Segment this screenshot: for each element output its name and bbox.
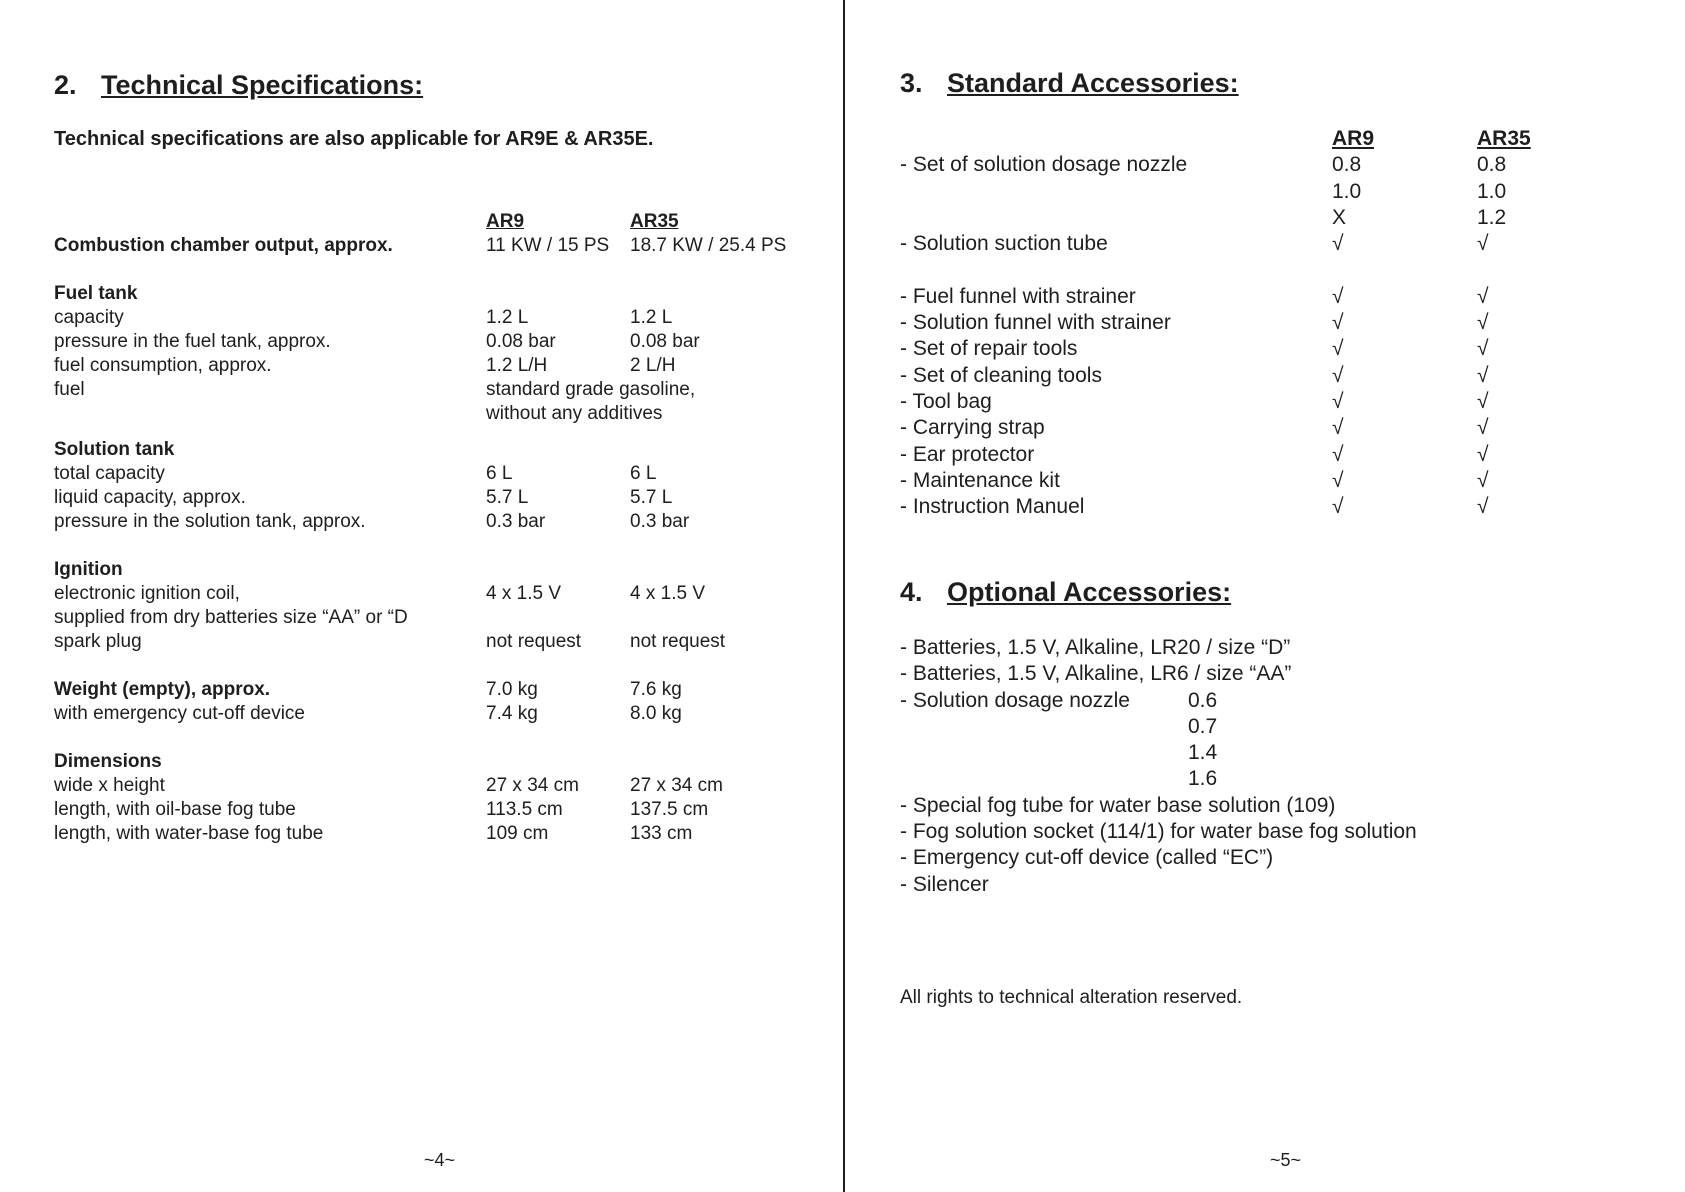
nozzle-size: 0.6 bbox=[1188, 688, 1218, 712]
check-mark-ar35: √ bbox=[1477, 416, 1489, 440]
column-header-ar35: AR35 bbox=[1477, 127, 1531, 150]
spec-label: length, with water-base fog tube bbox=[54, 823, 324, 844]
optional-accessories-list bbox=[900, 635, 1660, 898]
spec-value-ar35: 4 x 1.5 V bbox=[630, 583, 705, 604]
spec-row-weight bbox=[54, 678, 814, 702]
section-number: 3. bbox=[900, 68, 923, 98]
optional-item bbox=[900, 635, 1660, 661]
accessory-row bbox=[900, 336, 1660, 362]
spec-value-ar9: 5.7 L bbox=[486, 487, 529, 508]
nozzle-size: 1.4 bbox=[1188, 741, 1218, 765]
check-mark-ar9: √ bbox=[1332, 363, 1344, 387]
optional-item-nozzle bbox=[900, 688, 1660, 714]
spec-value-ar9: 27 x 34 cm bbox=[486, 775, 579, 796]
column-header-ar9: AR9 bbox=[1332, 127, 1375, 150]
spec-row-fuel bbox=[54, 378, 814, 402]
accessory-label: - Ear protector bbox=[900, 442, 1035, 466]
section-title: Technical Specifications: bbox=[101, 70, 424, 100]
spec-value-ar35: 7.6 kg bbox=[630, 679, 682, 700]
group-heading-label: Fuel tank bbox=[54, 283, 138, 304]
accessory-row-nozzle-cont bbox=[900, 179, 1660, 205]
spec-row-fuel-cont bbox=[54, 402, 814, 426]
spec-value-ar35: 5.7 L bbox=[630, 487, 673, 508]
check-mark-ar35: √ bbox=[1477, 363, 1489, 387]
spec-value-ar35: 133 cm bbox=[630, 823, 693, 844]
check-mark-ar9: √ bbox=[1332, 232, 1344, 256]
spec-label: length, with oil-base fog tube bbox=[54, 799, 296, 820]
spec-value-ar9: 1.2 L/H bbox=[486, 355, 548, 376]
accessory-label: - Fuel funnel with strainer bbox=[900, 284, 1136, 308]
section-number: 4. bbox=[900, 577, 923, 607]
check-mark-ar9: √ bbox=[1332, 495, 1344, 519]
spec-label: fuel bbox=[54, 379, 85, 400]
spec-label: pressure in the fuel tank, approx. bbox=[54, 331, 331, 352]
spec-row bbox=[54, 306, 814, 330]
accessory-row bbox=[900, 363, 1660, 389]
check-mark-ar35: √ bbox=[1477, 232, 1489, 256]
spec-value-ar35: 18.7 KW / 25.4 PS bbox=[630, 235, 787, 256]
spec-value-ar35: 0.3 bar bbox=[630, 511, 690, 532]
spec-row bbox=[54, 330, 814, 354]
check-mark-ar9: √ bbox=[1332, 442, 1344, 466]
accessory-value-ar35: 0.8 bbox=[1477, 153, 1507, 177]
group-heading-label: Ignition bbox=[54, 559, 123, 580]
spec-value-ar9: 0.3 bar bbox=[486, 511, 546, 532]
optional-item-label: - Emergency cut-off device (called “EC”) bbox=[900, 846, 1274, 870]
spec-label: capacity bbox=[54, 307, 124, 328]
optional-item-nozzle-cont bbox=[900, 766, 1660, 792]
spec-row-combustion bbox=[54, 234, 814, 258]
accessory-label: - Set of cleaning tools bbox=[900, 363, 1102, 387]
check-mark-ar35: √ bbox=[1477, 337, 1489, 361]
nozzle-size: 0.7 bbox=[1188, 714, 1218, 738]
spec-row bbox=[54, 774, 814, 798]
section-heading-standard-accessories bbox=[900, 68, 1239, 99]
spec-label: with emergency cut-off device bbox=[54, 703, 305, 724]
page-divider bbox=[843, 0, 845, 1192]
accessory-row-suction bbox=[900, 231, 1660, 257]
check-mark-ar9: √ bbox=[1332, 284, 1344, 308]
spec-value-ar35: 1.2 L bbox=[630, 307, 673, 328]
check-mark-ar9: √ bbox=[1332, 416, 1344, 440]
spec-row bbox=[54, 510, 814, 534]
spec-value-ar9: 7.4 kg bbox=[486, 703, 538, 724]
standard-accessories-table bbox=[900, 126, 1660, 520]
accessory-value-ar35: 1.0 bbox=[1477, 179, 1507, 203]
optional-item-label: - Fog solution socket (114/1) for water base fog solution bbox=[900, 820, 1417, 844]
spec-value-fuel-cont: without any additives bbox=[486, 403, 663, 424]
optional-item-nozzle-cont bbox=[900, 740, 1660, 766]
accessory-label: - Carrying strap bbox=[900, 416, 1045, 440]
spec-label: supplied from dry batteries size “AA” or “D bbox=[54, 607, 408, 628]
spec-row bbox=[54, 486, 814, 510]
spec-row bbox=[54, 606, 814, 630]
section-number: 2. bbox=[54, 70, 77, 100]
check-mark-ar35: √ bbox=[1477, 389, 1489, 413]
spec-row bbox=[54, 354, 814, 378]
accessory-label: - Solution suction tube bbox=[900, 232, 1108, 256]
check-mark-ar9: √ bbox=[1332, 337, 1344, 361]
accessory-header-row bbox=[900, 126, 1660, 152]
check-mark-ar35: √ bbox=[1477, 495, 1489, 519]
spec-value-fuel: standard grade gasoline, bbox=[486, 379, 696, 400]
spec-value-ar35: 6 L bbox=[630, 463, 657, 484]
spec-row bbox=[54, 462, 814, 486]
spec-value-ar35: 2 L/H bbox=[630, 355, 676, 376]
check-mark-ar35: √ bbox=[1477, 468, 1489, 492]
spec-row bbox=[54, 582, 814, 606]
check-mark-ar9: √ bbox=[1332, 389, 1344, 413]
optional-item-label: - Batteries, 1.5 V, Alkaline, LR6 / size “AA” bbox=[900, 662, 1292, 686]
accessory-label: - Maintenance kit bbox=[900, 468, 1060, 492]
group-heading-label: Dimensions bbox=[54, 751, 162, 772]
spec-label: Combustion chamber output, approx. bbox=[54, 235, 393, 256]
section-heading-technical-specifications bbox=[54, 70, 423, 101]
group-heading-ignition bbox=[54, 558, 814, 582]
optional-item bbox=[900, 793, 1660, 819]
check-mark-ar35: √ bbox=[1477, 442, 1489, 466]
spec-value-ar9: 6 L bbox=[486, 463, 513, 484]
spec-value-ar35: not request bbox=[630, 631, 726, 652]
accessory-value-ar9: 0.8 bbox=[1332, 153, 1362, 177]
accessory-row bbox=[900, 494, 1660, 520]
spec-label: fuel consumption, approx. bbox=[54, 355, 272, 376]
spec-value-ar9: 11 KW / 15 PS bbox=[486, 235, 610, 256]
optional-item bbox=[900, 845, 1660, 871]
check-mark-ar9: √ bbox=[1332, 468, 1344, 492]
spec-label: spark plug bbox=[54, 631, 142, 652]
right-page bbox=[846, 0, 1685, 1192]
optional-item bbox=[900, 661, 1660, 687]
accessory-value-ar35: 1.2 bbox=[1477, 205, 1507, 229]
group-heading-solution-tank bbox=[54, 438, 814, 462]
accessory-row bbox=[900, 468, 1660, 494]
accessory-label: - Tool bag bbox=[900, 389, 992, 413]
optional-item-label: - Batteries, 1.5 V, Alkaline, LR20 / size “D” bbox=[900, 636, 1291, 659]
spec-value-ar35: 27 x 34 cm bbox=[630, 775, 723, 796]
spec-value-ar9: 0.08 bar bbox=[486, 331, 556, 352]
column-header-ar35: AR35 bbox=[630, 211, 679, 232]
spec-row bbox=[54, 630, 814, 654]
accessory-label: - Set of repair tools bbox=[900, 337, 1078, 361]
spec-table bbox=[54, 210, 814, 846]
spec-value-ar9: 7.0 kg bbox=[486, 679, 538, 700]
page-number-left: ~4~ bbox=[424, 1150, 456, 1170]
check-mark-ar35: √ bbox=[1477, 311, 1489, 335]
accessory-label: - Solution funnel with strainer bbox=[900, 311, 1171, 335]
optional-item-label: - Silencer bbox=[900, 872, 989, 896]
spec-header-row bbox=[54, 210, 814, 234]
accessory-row bbox=[900, 284, 1660, 310]
spec-value-ar35: 137.5 cm bbox=[630, 799, 709, 820]
spec-value-ar9: 4 x 1.5 V bbox=[486, 583, 561, 604]
spec-label: liquid capacity, approx. bbox=[54, 487, 246, 508]
accessory-value-ar9: 1.0 bbox=[1332, 179, 1362, 203]
group-heading-label: Solution tank bbox=[54, 439, 175, 460]
accessory-row-nozzle bbox=[900, 152, 1660, 178]
accessory-row bbox=[900, 389, 1660, 415]
optional-item-label: - Special fog tube for water base solution (109) bbox=[900, 793, 1336, 817]
rights-reserved-note: All rights to technical alteration reserved. bbox=[900, 987, 1243, 1008]
accessory-value-ar9: X bbox=[1332, 205, 1347, 229]
optional-item bbox=[900, 819, 1660, 845]
check-mark-ar35: √ bbox=[1477, 284, 1489, 308]
section-title: Optional Accessories: bbox=[947, 577, 1232, 607]
accessory-row-nozzle-cont bbox=[900, 205, 1660, 231]
spec-row bbox=[54, 702, 814, 726]
spec-label: total capacity bbox=[54, 463, 165, 484]
spec-label: Weight (empty), approx. bbox=[54, 679, 271, 700]
accessory-label: - Instruction Manuel bbox=[900, 495, 1085, 519]
section-title: Standard Accessories: bbox=[947, 68, 1239, 98]
column-header-ar9: AR9 bbox=[486, 211, 525, 232]
applicability-note: Technical specifications are also applicable for AR9E & AR35E. bbox=[54, 128, 654, 150]
accessory-label: - Set of solution dosage nozzle bbox=[900, 153, 1188, 177]
spec-value-ar9: 1.2 L bbox=[486, 307, 529, 328]
section-heading-optional-accessories bbox=[900, 577, 1231, 608]
nozzle-size: 1.6 bbox=[1188, 767, 1218, 791]
spec-row bbox=[54, 798, 814, 822]
spec-value-ar35: 8.0 kg bbox=[630, 703, 682, 724]
spec-value-ar35: 0.08 bar bbox=[630, 331, 700, 352]
accessory-row bbox=[900, 415, 1660, 441]
group-heading-dimensions bbox=[54, 750, 814, 774]
optional-item-nozzle-cont bbox=[900, 714, 1660, 740]
spec-value-ar9: 113.5 cm bbox=[486, 799, 563, 820]
accessory-row bbox=[900, 310, 1660, 336]
check-mark-ar9: √ bbox=[1332, 311, 1344, 335]
spec-value-ar9: not request bbox=[486, 631, 582, 652]
spec-label: pressure in the solution tank, approx. bbox=[54, 511, 366, 532]
optional-item bbox=[900, 872, 1660, 898]
spec-value-ar9: 109 cm bbox=[486, 823, 549, 844]
optional-item-label: - Solution dosage nozzle bbox=[900, 688, 1130, 712]
spec-label: wide x height bbox=[54, 775, 165, 796]
page-number-right: ~5~ bbox=[1270, 1150, 1302, 1170]
spec-label: electronic ignition coil, bbox=[54, 583, 240, 604]
group-heading-fuel-tank bbox=[54, 282, 814, 306]
accessory-row bbox=[900, 442, 1660, 468]
spec-row bbox=[54, 822, 814, 846]
